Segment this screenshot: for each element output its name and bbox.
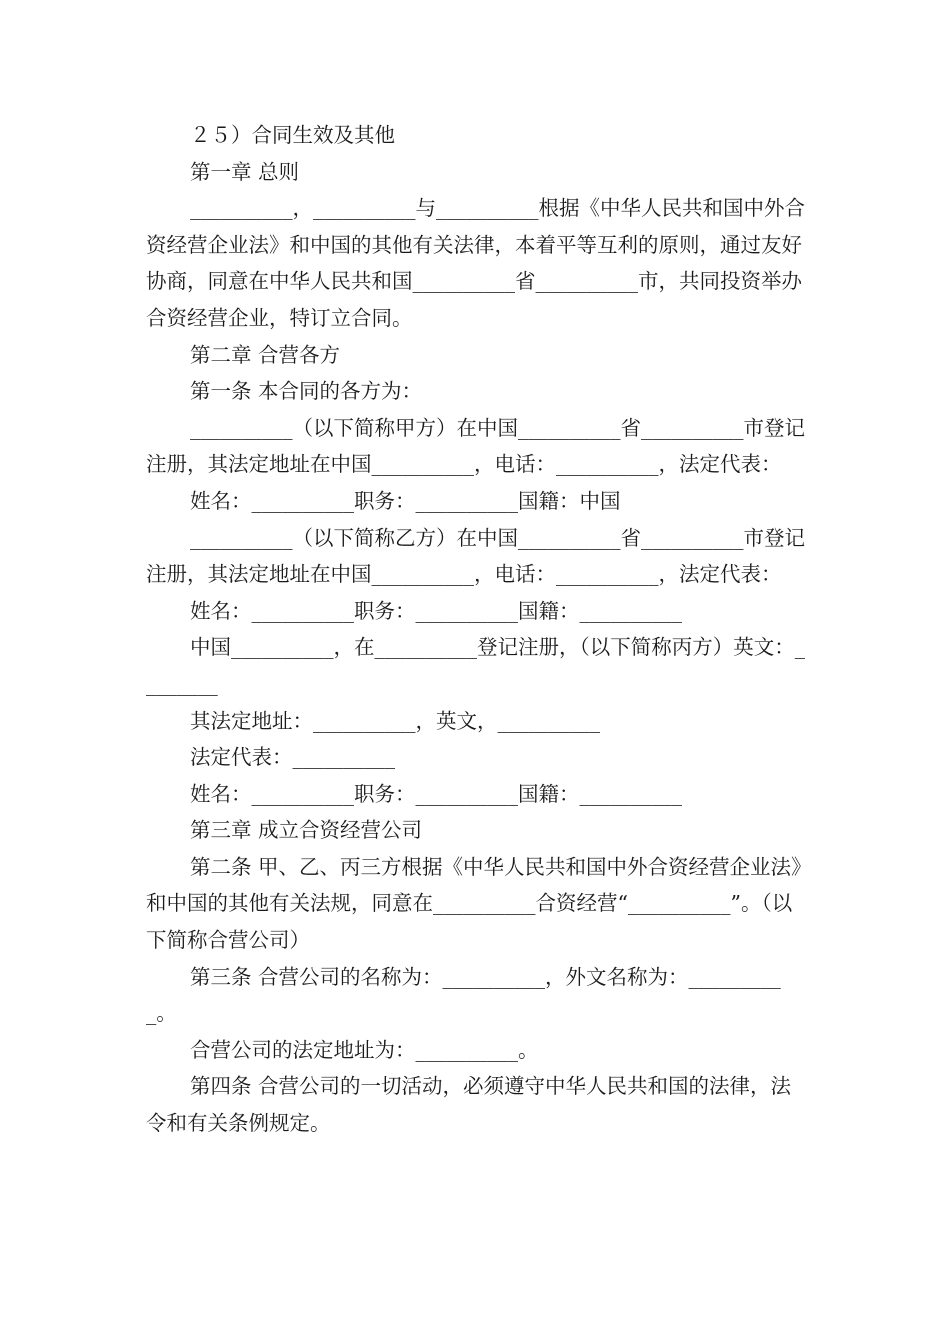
article-paragraph: 第三条 合营公司的名称为：__________，外文名称为：__________。 [146,964,781,1026]
article-paragraph: 第一条 本合同的各方为： [190,379,423,404]
chapter-heading: 第三章 成立合资经营公司 [190,818,423,843]
chapter-heading: 第一章 总则 [190,159,300,184]
party-b-paragraph: __________（以下简称乙方）在中国__________省__________市登记注册，其法定地址在中国__________，电话：__________，法定代表： [146,525,805,587]
party-c-paragraph: 中国__________，在__________登记注册，（以下简称丙方）英文：________ [146,635,805,696]
party-c-legal-rep: 法定代表：__________ [190,745,395,770]
article-paragraph: 第二条 甲、乙、丙三方根据《中华人民共和国中外合资经营企业法》和中国的其他有关法规，同意在__________合资经营“__________”。（以下简称合营公司） [146,854,802,953]
article-paragraph: 第四条 合营公司的一切活动，必须遵守中华人民共和国的法律，法令和有关条例规定。 [146,1074,792,1136]
article-paragraph: 合营公司的法定地址为：__________。 [190,1037,539,1062]
party-c-address: 其法定地址：__________，英文，__________ [190,708,600,733]
party-b-representative: 姓名：__________职务：__________国籍：__________ [190,598,682,623]
party-a-paragraph: __________（以下简称甲方）在中国__________省__________市登记注册，其法定地址在中国__________，电话：__________，法定代表： [146,415,805,477]
document-body [146,117,806,1142]
party-c-representative: 姓名：__________职务：__________国籍：__________ [190,781,682,806]
party-a-representative: 姓名：__________职务：__________国籍：中国 [190,488,621,513]
section-heading: ２５）合同生效及其他 [190,123,395,147]
preamble-paragraph: __________，__________与__________根据《中华人民共和国中外合资经营企业法》和中国的其他有关法律，本着平等互利的原则，通过友好协商，同意在中华人民共和国__________省__________市，共同投资举办合资经营企业，特订立合同。 [146,196,805,330]
chapter-heading: 第二章 合营各方 [190,342,341,367]
